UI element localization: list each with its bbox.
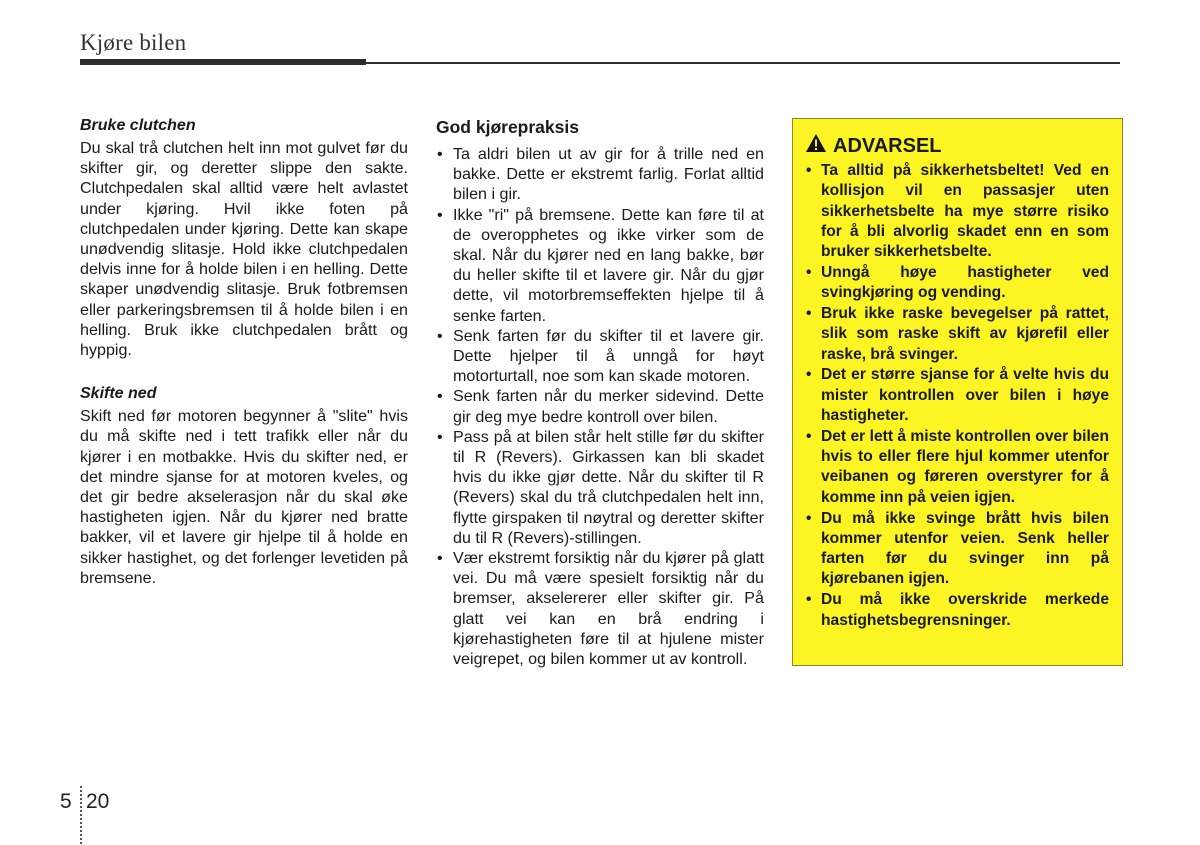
middle-column — [436, 116, 764, 669]
list-item: • Unngå høye hastigheter ved svingkjøring og vending. — [805, 263, 1109, 304]
list-item: • Vær ekstremt forsiktig når du kjører på glatt vei. Du må være spesielt forsiktig når du bremser, akselererer eller skifter gir. På glatt vei kan en brå endring i kjørehastigheten føre til at hjulene mister veigrepet, og bilen kommer ut av kontroll. — [436, 548, 764, 669]
list-item: • Senk farten når du merker sidevind. Dette gir deg mye bedre kontroll over bilen. — [436, 386, 764, 426]
list-item: • Ta alltid på sikkerhetsbeltet! Ved en kollisjon vil en passasjer uten sikkerhetsbelte ha mye større risiko for å bli alvorlig skadet enn en som bruker sikkerhetsbelte. — [805, 161, 1109, 262]
header-rule-thick — [80, 59, 366, 65]
list-item: • Pass på at bilen står helt stille før du skifter til R (Revers). Girkassen kan bli skadet hvis du ikke gjør dette. Når du skifter til R (Revers) skal du trå clutchpedalen helt inn, flytte girspaken til nøytral og deretter skifter du til R (Revers)-stillingen. — [436, 427, 764, 548]
warning-box — [792, 118, 1123, 666]
list-item: • Senk farten før du skifter til et lavere gir. Dette hjelper til å unngå for høyt motorturtall, noe som kan skade motoren. — [436, 326, 764, 387]
driving-practice-list — [436, 144, 764, 669]
list-item: • Du må ikke svinge brått hvis bilen kommer utenfor veien. Senk heller farten før du svinger inn på kjørebanen igjen. — [805, 509, 1109, 590]
warning-title: ADVARSEL — [833, 134, 942, 157]
left-column — [80, 116, 408, 588]
header-rule-thin — [366, 62, 1120, 64]
section-text-clutch: Du skal trå clutchen helt inn mot gulvet før du skifter gir, og deretter slippe den sakte. Clutchpedalen skal alltid være helt avlastet under kjøring. Hvil ikke foten på clutchpedalen under kjøring. Dette kan skape unødvendig slitasje. Hold ikke clutchpedalen delvis inne for å holde bilen i en helling. Dette skaper unødvendig slitasje. Bruk fotbremsen eller parkeringsbremsen til å holde bilen i en helling. Bruk ikke clutchpedalen brått og hyppig. — [80, 139, 408, 360]
list-item: • Ikke "ri" på bremsene. Dette kan føre til at de overopphetes og ikke virker som de skal. Når du kjører ned en lang bakke, bør du heller skifte til et lavere gir. Når du gjør dette, vil motorbremseffekten hjelpe til å senke farten. — [436, 205, 764, 326]
chapter-number: 5 — [60, 790, 72, 813]
section-heading-clutch: Bruke clutchen — [80, 117, 196, 134]
warning-triangle-icon — [805, 133, 827, 158]
section-title-driving-practice: God kjørepraksis — [436, 117, 579, 137]
warning-header — [805, 133, 1109, 158]
list-item: • Ta aldri bilen ut av gir for å trille ned en bakke. Dette er ekstremt farlig. Forlat alltid bilen i gir. — [436, 144, 764, 205]
section-heading-downshift: Skifte ned — [80, 385, 157, 403]
page-number: 20 — [86, 790, 110, 813]
list-item: • Bruk ikke raske bevegelser på rattet, slik som raske skift av kjørefil eller raske, brå svinger. — [805, 304, 1109, 365]
warning-list — [805, 161, 1109, 631]
section-text-downshift: Skift ned før motoren begynner å "slite" hvis du må skifte ned i tett trafikk eller når du kjører i en motbakke. Hvis du skifter ned, er det mindre sjanse for at motoren kveles, og det gir bedre akselerasjon når du skal øke hastigheten igjen. Når du kjører ned bratte bakker, vil et lavere gir hjelpe til å holde en sikker hastighet, og det forlenger levetiden på bremsene. — [80, 407, 408, 587]
list-item: • Du må ikke overskride merkede hastighetsbegrensninger. — [805, 590, 1109, 631]
list-item: • Det er større sjanse for å velte hvis du mister kontrollen over bilen i høye hastigheter. — [805, 365, 1109, 426]
footer-divider — [80, 786, 82, 844]
page-header-title: Kjøre bilen — [80, 30, 187, 55]
list-item: • Det er lett å miste kontrollen over bilen hvis to eller flere hjul kommer utenfor veibanen og føreren overstyrer for å komme inn på veien igjen. — [805, 427, 1109, 508]
